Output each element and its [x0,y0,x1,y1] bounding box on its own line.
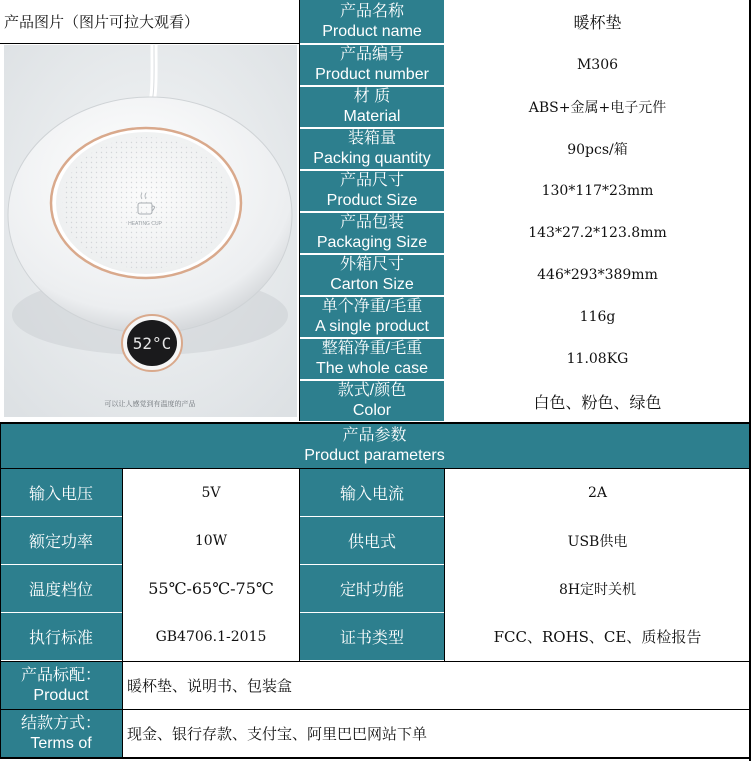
param-value-1b: USB供电 [567,533,628,550]
divider [444,469,445,661]
param-value-0a: 5V [201,484,221,501]
spec-label-3: 装箱量 Packing quantity [300,129,444,169]
param-value-0b: 2A [587,484,608,501]
divider [299,0,300,421]
divider [0,468,751,469]
param-value-3b: FCC、ROHS、CE、质检报告 [493,628,702,646]
divider [0,661,751,662]
bottom-label-1: 结款方式： Terms of [0,710,122,757]
spec-value-0: 暖杯垫 [573,13,622,32]
divider [0,757,751,759]
spec-label-7: 单个净重/毛重 A single product [300,297,444,337]
param-label-1b: 供电式 [300,517,444,564]
spec-value-6: 446*293*389mm [537,267,658,283]
divider [0,709,751,710]
divider [122,469,123,759]
spec-label-9: 款式/颜色 Color [300,381,444,421]
params-table [0,469,751,661]
spec-value-1: M306 [576,57,619,73]
param-label-1a: 额定功率 [0,517,122,564]
bottom-label-0: 产品标配： Product [0,662,122,709]
spec-label-4: 产品尺寸 Product Size [300,171,444,211]
spec-label-5: 产品包装 Packaging Size [300,213,444,253]
bottom-table [0,662,751,761]
photo-title: 产品图片（图片可拉大观看） [4,13,200,31]
spec-value-2: ABS+金属+电子元件 [528,100,667,116]
param-value-2b: 8H定时关机 [558,581,637,598]
product-photo [4,45,297,417]
spec-value-3: 90pcs/箱 [567,142,628,158]
param-label-2b: 定时功能 [300,565,444,612]
spec-table [300,0,750,421]
spec-label-2: 材 质 Material [300,87,444,127]
params-header: 产品参数 Product parameters [0,422,749,468]
param-value-2a: 55℃-65℃-75℃ [148,579,274,598]
spec-value-4: 130*117*23mm [541,183,654,199]
spec-value-5: 143*27.2*123.8mm [528,225,667,241]
param-label-3a: 执行标准 [0,613,122,660]
heating-cup-illustration [4,45,297,417]
bottom-value-1: 现金、银行存款、支付宝、阿里巴巴网站下单 [127,725,428,743]
divider [0,43,300,44]
spec-label-8: 整箱净重/毛重 The whole case [300,339,444,379]
param-value-1a: 10W [194,532,228,549]
spec-label-6: 外箱尺寸 Carton Size [300,255,444,295]
spec-value-7: 116g [579,309,616,325]
param-label-3b: 证书类型 [300,613,444,660]
param-label-0b: 输入电流 [300,469,444,516]
spec-label-1: 产品编号 Product number [300,45,444,85]
spec-value-9: 白色、粉色、绿色 [533,392,662,412]
spec-value-8: 11.08KG [566,351,629,367]
param-label-2a: 温度档位 [0,565,122,612]
photo-caption: 可以让人感觉到有温度的产品 [104,400,196,408]
bottom-value-0: 暖杯垫、说明书、包装盒 [127,677,293,695]
param-label-0a: 输入电压 [0,469,122,516]
spec-label-0: 产品名称 Product name [300,0,444,43]
param-value-3a: GB4706.1-2015 [155,628,267,645]
device-label: HEATING CUP [128,221,162,227]
divider [299,469,300,661]
display-reading: 52°C [132,334,172,353]
